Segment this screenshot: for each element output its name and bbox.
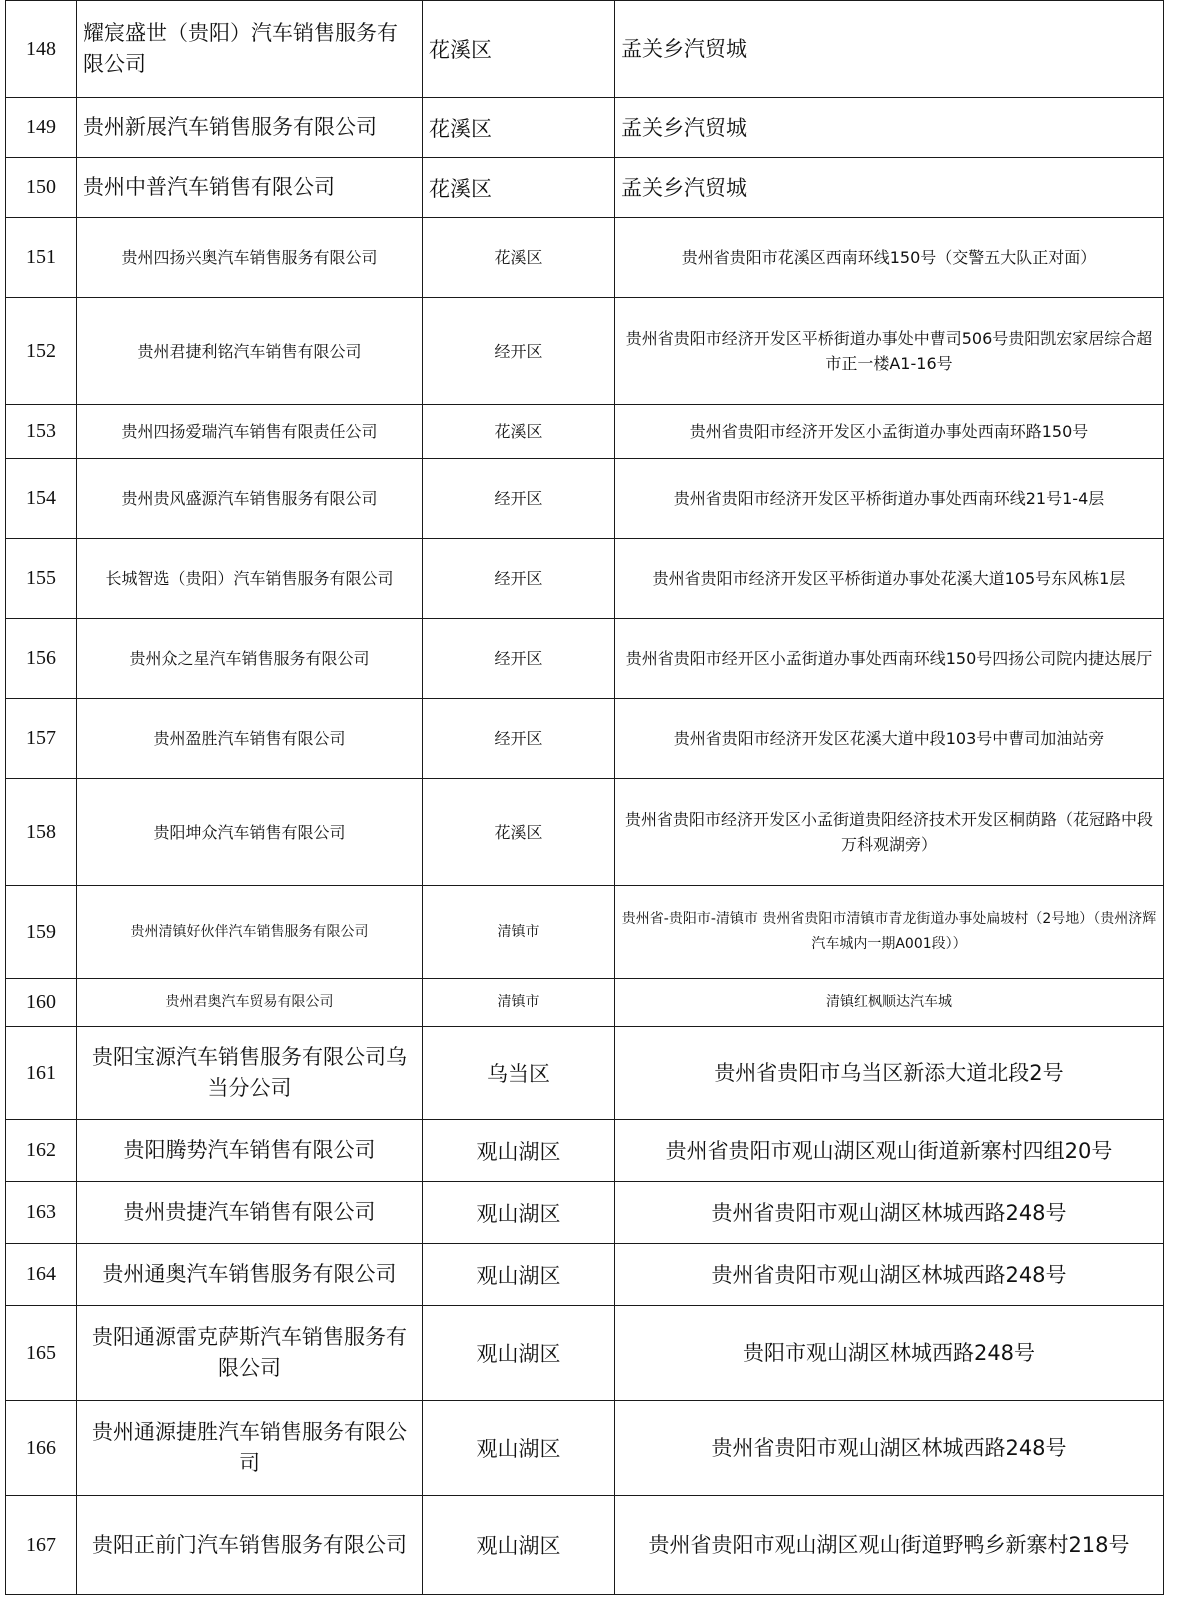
table-row xyxy=(6,1401,1164,1496)
address: 贵州省贵阳市经济开发区小孟街道贵阳经济技术开发区桐荫路（花冠路中段万科观湖旁） xyxy=(615,779,1164,886)
address: 贵州省贵阳市乌当区新添大道北段2号 xyxy=(615,1027,1164,1120)
company-name: 贵州中普汽车销售有限公司 xyxy=(77,158,423,218)
row-number: 153 xyxy=(6,405,77,459)
district: 经开区 xyxy=(423,619,615,699)
district: 经开区 xyxy=(423,539,615,619)
row-number: 160 xyxy=(6,979,77,1027)
district: 经开区 xyxy=(423,459,615,539)
district: 观山湖区 xyxy=(423,1120,615,1182)
table-row xyxy=(6,158,1164,218)
company-name: 贵阳腾势汽车销售有限公司 xyxy=(77,1120,423,1182)
address: 贵州省贵阳市经济开发区平桥街道办事处西南环线21号1-4层 xyxy=(615,459,1164,539)
company-name: 耀宸盛世（贵阳）汽车销售服务有限公司 xyxy=(77,1,423,98)
company-name: 贵州清镇好伙伴汽车销售服务有限公司 xyxy=(77,886,423,979)
company-name: 贵州盈胜汽车销售有限公司 xyxy=(77,699,423,779)
row-number: 166 xyxy=(6,1401,77,1496)
address: 孟关乡汽贸城 xyxy=(615,158,1164,218)
district: 观山湖区 xyxy=(423,1401,615,1496)
address: 孟关乡汽贸城 xyxy=(615,98,1164,158)
district: 观山湖区 xyxy=(423,1496,615,1595)
table-row xyxy=(6,699,1164,779)
district: 观山湖区 xyxy=(423,1306,615,1401)
address: 贵州省贵阳市经济开发区小孟街道办事处西南环路150号 xyxy=(615,405,1164,459)
address: 贵州省贵阳市经开区小孟街道办事处西南环线150号四扬公司院内捷达展厅 xyxy=(615,619,1164,699)
table-row xyxy=(6,459,1164,539)
row-number: 159 xyxy=(6,886,77,979)
company-name: 贵阳宝源汽车销售服务有限公司乌当分公司 xyxy=(77,1027,423,1120)
address: 贵州省贵阳市经济开发区平桥街道办事处花溪大道105号东风栋1层 xyxy=(615,539,1164,619)
company-name: 贵州众之星汽车销售服务有限公司 xyxy=(77,619,423,699)
district: 乌当区 xyxy=(423,1027,615,1120)
company-name: 贵阳通源雷克萨斯汽车销售服务有限公司 xyxy=(77,1306,423,1401)
district: 花溪区 xyxy=(423,98,615,158)
table-row xyxy=(6,1496,1164,1595)
row-number: 154 xyxy=(6,459,77,539)
table-row xyxy=(6,886,1164,979)
row-number: 151 xyxy=(6,218,77,298)
row-number: 163 xyxy=(6,1182,77,1244)
table-row xyxy=(6,1182,1164,1244)
address: 孟关乡汽贸城 xyxy=(615,1,1164,98)
district: 花溪区 xyxy=(423,779,615,886)
address: 贵州省贵阳市观山湖区林城西路248号 xyxy=(615,1401,1164,1496)
address: 贵州省贵阳市观山湖区林城西路248号 xyxy=(615,1182,1164,1244)
district: 花溪区 xyxy=(423,405,615,459)
dealer-table xyxy=(5,0,1164,1595)
table-row xyxy=(6,1120,1164,1182)
district: 花溪区 xyxy=(423,158,615,218)
table-row xyxy=(6,539,1164,619)
table-row xyxy=(6,1306,1164,1401)
district: 经开区 xyxy=(423,298,615,405)
district: 清镇市 xyxy=(423,979,615,1027)
table-row xyxy=(6,1,1164,98)
row-number: 150 xyxy=(6,158,77,218)
table-row xyxy=(6,979,1164,1027)
row-number: 152 xyxy=(6,298,77,405)
district: 经开区 xyxy=(423,699,615,779)
company-name: 贵阳正前门汽车销售服务有限公司 xyxy=(77,1496,423,1595)
table-row xyxy=(6,779,1164,886)
row-number: 161 xyxy=(6,1027,77,1120)
address: 贵州省-贵阳市-清镇市 贵州省贵阳市清镇市青龙街道办事处扁坡村（2号地）（贵州济辉汽车城内一期A001段）） xyxy=(615,886,1164,979)
row-number: 148 xyxy=(6,1,77,98)
table-row xyxy=(6,619,1164,699)
row-number: 158 xyxy=(6,779,77,886)
address: 贵州省贵阳市观山湖区观山街道新寨村四组20号 xyxy=(615,1120,1164,1182)
table-row xyxy=(6,1244,1164,1306)
row-number: 149 xyxy=(6,98,77,158)
address: 贵州省贵阳市观山湖区林城西路248号 xyxy=(615,1244,1164,1306)
table-row xyxy=(6,1027,1164,1120)
address: 贵州省贵阳市花溪区西南环线150号（交警五大队正对面） xyxy=(615,218,1164,298)
row-number: 162 xyxy=(6,1120,77,1182)
row-number: 167 xyxy=(6,1496,77,1595)
company-name: 贵州君捷利铭汽车销售有限公司 xyxy=(77,298,423,405)
table-row xyxy=(6,218,1164,298)
company-name: 长城智选（贵阳）汽车销售服务有限公司 xyxy=(77,539,423,619)
row-number: 165 xyxy=(6,1306,77,1401)
row-number: 156 xyxy=(6,619,77,699)
company-name: 贵州君奥汽车贸易有限公司 xyxy=(77,979,423,1027)
address: 贵州省贵阳市观山湖区观山街道野鸭乡新寨村218号 xyxy=(615,1496,1164,1595)
table-row xyxy=(6,405,1164,459)
address: 贵州省贵阳市经济开发区平桥街道办事处中曹司506号贵阳凯宏家居综合超市正一楼A1-16号 xyxy=(615,298,1164,405)
district: 观山湖区 xyxy=(423,1244,615,1306)
address: 贵阳市观山湖区林城西路248号 xyxy=(615,1306,1164,1401)
company-name: 贵阳坤众汽车销售有限公司 xyxy=(77,779,423,886)
row-number: 155 xyxy=(6,539,77,619)
row-number: 157 xyxy=(6,699,77,779)
company-name: 贵州通奥汽车销售服务有限公司 xyxy=(77,1244,423,1306)
district: 清镇市 xyxy=(423,886,615,979)
district: 观山湖区 xyxy=(423,1182,615,1244)
company-name: 贵州新展汽车销售服务有限公司 xyxy=(77,98,423,158)
company-name: 贵州贵捷汽车销售有限公司 xyxy=(77,1182,423,1244)
company-name: 贵州通源捷胜汽车销售服务有限公司 xyxy=(77,1401,423,1496)
address: 贵州省贵阳市经济开发区花溪大道中段103号中曹司加油站旁 xyxy=(615,699,1164,779)
dealer-table-body xyxy=(6,1,1164,1595)
table-row xyxy=(6,298,1164,405)
table-row xyxy=(6,98,1164,158)
address: 清镇红枫顺达汽车城 xyxy=(615,979,1164,1027)
district: 花溪区 xyxy=(423,218,615,298)
company-name: 贵州四扬兴奥汽车销售服务有限公司 xyxy=(77,218,423,298)
company-name: 贵州贵风盛源汽车销售服务有限公司 xyxy=(77,459,423,539)
row-number: 164 xyxy=(6,1244,77,1306)
company-name: 贵州四扬爱瑞汽车销售有限责任公司 xyxy=(77,405,423,459)
district: 花溪区 xyxy=(423,1,615,98)
